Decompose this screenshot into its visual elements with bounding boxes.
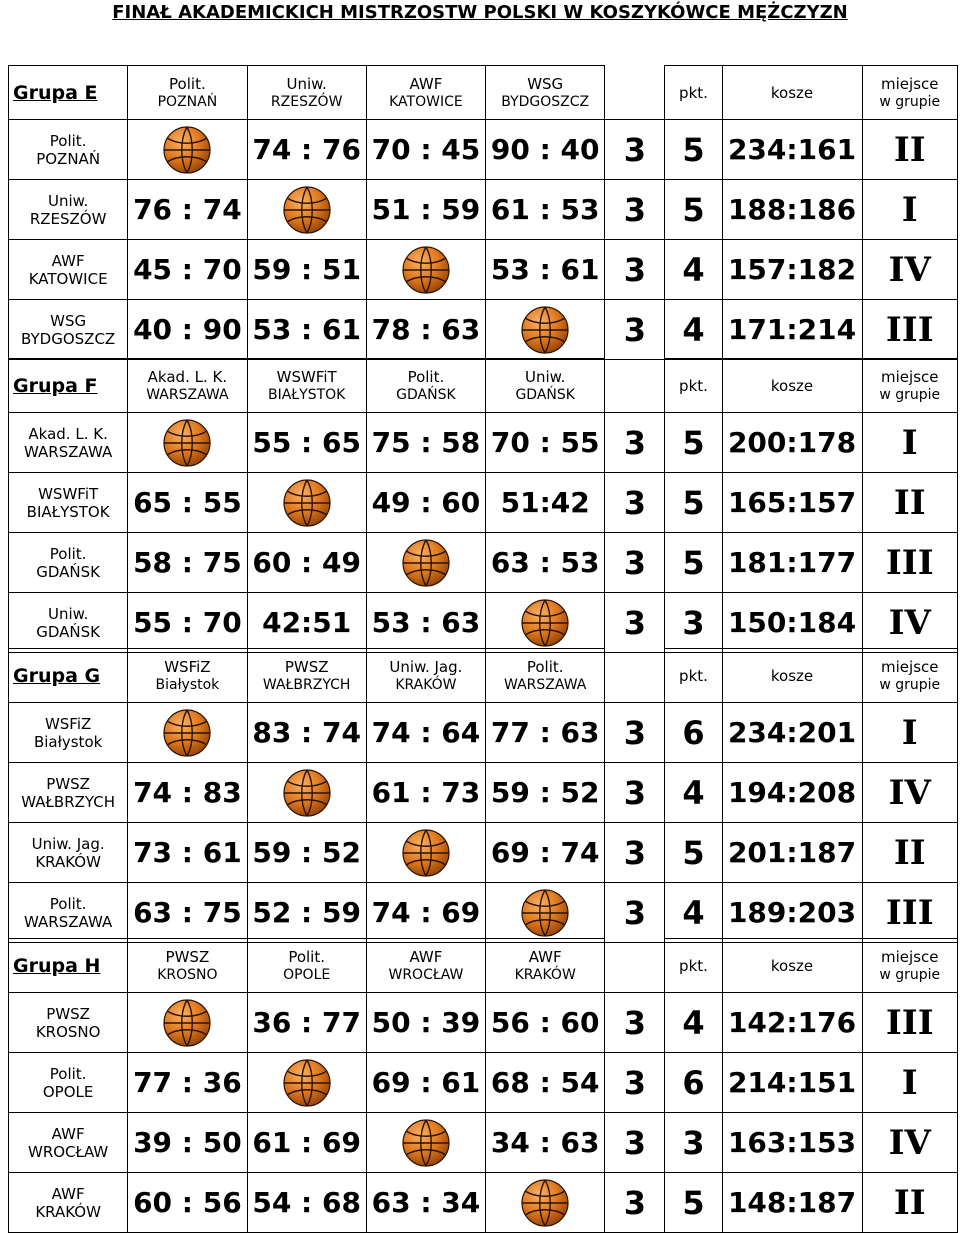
place-cell: I [862, 413, 957, 473]
place-cell: II [862, 473, 957, 533]
team-line1: Polit. [407, 367, 445, 386]
place-header-line2: w grupie [879, 676, 941, 693]
team-line1: AWF [51, 1184, 85, 1203]
basketball-icon [282, 1058, 332, 1108]
basketball-icon [282, 478, 332, 528]
table-row [9, 120, 958, 180]
score-cell: 53 : 63 [366, 593, 485, 653]
row-team-name [9, 703, 128, 763]
table-row [9, 703, 958, 763]
score-cell: 53 : 61 [486, 240, 605, 300]
score-cell: 73 : 61 [128, 823, 247, 883]
team-line1: Polit. [288, 947, 325, 966]
group-header-row [9, 939, 958, 993]
basketball-icon [401, 538, 451, 588]
points-cell: 5 [665, 533, 722, 593]
score-cell: 61 : 73 [366, 763, 485, 823]
self-match-cell [366, 1113, 485, 1173]
basketball-icon [401, 1118, 451, 1168]
score-cell: 83 : 74 [247, 703, 366, 763]
team-line2: KRAKÓW [35, 852, 101, 871]
team-line1: PWSZ [46, 774, 90, 793]
self-match-cell [247, 1053, 366, 1113]
table-row [9, 240, 958, 300]
basketball-icon [162, 418, 212, 468]
column-team-header [366, 66, 485, 120]
place-header [862, 359, 957, 413]
points-cell: 4 [665, 763, 722, 823]
team-line1: WSWFiT [276, 367, 337, 386]
group-name: Grupa G [9, 649, 128, 703]
points-cell: 4 [665, 300, 722, 360]
baskets-cell: 171:214 [722, 300, 862, 360]
team-line2: KATOWICE [28, 269, 108, 288]
team-line2: KROSNO [35, 1022, 101, 1041]
score-cell: 74 : 83 [128, 763, 247, 823]
basketball-icon [520, 1178, 570, 1228]
score-cell: 55 : 70 [128, 593, 247, 653]
team-line2: KROSNO [157, 966, 218, 983]
self-match-cell [486, 593, 605, 653]
team-line1: AWF [409, 74, 443, 93]
basketball-icon [520, 598, 570, 648]
team-line1: Uniw. Jag. [389, 657, 463, 676]
place-header-line1: miejsce [881, 74, 939, 93]
team-line2: WARSZAWA [24, 442, 113, 461]
basketball-icon [162, 125, 212, 175]
team-line2: KATOWICE [389, 93, 463, 110]
self-match-cell [486, 883, 605, 943]
team-line2: GDAŃSK [515, 386, 575, 403]
points-cell: 6 [665, 1053, 722, 1113]
pts-header: pkt. [665, 649, 722, 703]
row-team-name [9, 120, 128, 180]
row-team-name [9, 1173, 128, 1233]
place-cell: III [862, 883, 957, 943]
place-cell: I [862, 1053, 957, 1113]
team-line1: PWSZ [46, 1004, 90, 1023]
baskets-cell: 163:153 [722, 1113, 862, 1173]
team-line2: Białystok [33, 732, 103, 751]
team-line1: AWF [409, 947, 443, 966]
team-line2: WAŁBRZYCH [262, 676, 351, 693]
games-cell: 3 [605, 120, 665, 180]
points-cell: 5 [665, 120, 722, 180]
games-cell: 3 [605, 300, 665, 360]
score-cell: 90 : 40 [486, 120, 605, 180]
team-line2: BIAŁYSTOK [26, 502, 110, 521]
table-row [9, 1113, 958, 1173]
team-line1: AWF [51, 251, 85, 270]
score-cell: 40 : 90 [128, 300, 247, 360]
games-cell: 3 [605, 993, 665, 1053]
team-line2: GDAŃSK [36, 622, 100, 641]
self-match-cell [128, 703, 247, 763]
group-table [8, 938, 958, 1233]
games-cell: 3 [605, 763, 665, 823]
group-header-row [9, 359, 958, 413]
score-cell: 63 : 75 [128, 883, 247, 943]
place-header [862, 649, 957, 703]
games-cell: 3 [605, 1053, 665, 1113]
team-line1: AWF [528, 947, 562, 966]
score-cell: 65 : 55 [128, 473, 247, 533]
team-line2: OPOLE [283, 966, 331, 983]
score-cell: 63 : 34 [366, 1173, 485, 1233]
place-cell: IV [862, 240, 957, 300]
place-header-line1: miejsce [881, 367, 939, 386]
points-cell: 3 [665, 593, 722, 653]
points-cell: 4 [665, 240, 722, 300]
baskets-cell: 200:178 [722, 413, 862, 473]
self-match-cell [247, 180, 366, 240]
group-table [8, 358, 958, 653]
group-name: Grupa H [9, 939, 128, 993]
score-cell: 77 : 63 [486, 703, 605, 763]
team-line2: BIAŁYSTOK [267, 386, 346, 403]
self-match-cell [128, 120, 247, 180]
baskets-cell: 194:208 [722, 763, 862, 823]
place-cell: IV [862, 593, 957, 653]
score-cell: 69 : 74 [486, 823, 605, 883]
self-match-cell [366, 240, 485, 300]
games-cell: 3 [605, 240, 665, 300]
row-team-name [9, 180, 128, 240]
score-cell: 53 : 61 [247, 300, 366, 360]
team-line1: Uniw. [525, 367, 566, 386]
team-line2: WARSZAWA [24, 912, 113, 931]
column-team-header [247, 66, 366, 120]
table-row [9, 413, 958, 473]
place-cell: II [862, 1173, 957, 1233]
team-line2: GDAŃSK [396, 386, 456, 403]
score-cell: 50 : 39 [366, 993, 485, 1053]
page-title: FINAŁ AKADEMICKICH MISTRZOSTW POLSKI W KOSZYKÓWCE MĘŻCZYZN [112, 2, 848, 23]
games-cell: 3 [605, 473, 665, 533]
basketball-icon [282, 185, 332, 235]
table-row [9, 593, 958, 653]
self-match-cell [366, 823, 485, 883]
column-team-header [128, 66, 247, 120]
team-line1: Polit. [49, 1064, 87, 1083]
place-cell: III [862, 300, 957, 360]
table-row [9, 763, 958, 823]
place-cell: III [862, 993, 957, 1053]
team-line1: Akad. L. K. [147, 367, 228, 386]
score-cell: 59 : 52 [486, 763, 605, 823]
points-cell: 5 [665, 180, 722, 240]
baskets-cell: 234:161 [722, 120, 862, 180]
column-team-header [128, 649, 247, 703]
group-header-row [9, 649, 958, 703]
row-team-name [9, 300, 128, 360]
table-row [9, 1173, 958, 1233]
score-cell: 58 : 75 [128, 533, 247, 593]
team-line1: Uniw. [47, 604, 89, 623]
row-team-name [9, 593, 128, 653]
games-cell: 3 [605, 703, 665, 763]
pts-header: pkt. [665, 359, 722, 413]
table-row [9, 993, 958, 1053]
baskets-cell: 165:157 [722, 473, 862, 533]
table-row [9, 473, 958, 533]
place-header-line1: miejsce [881, 947, 939, 966]
score-cell: 77 : 36 [128, 1053, 247, 1113]
basketball-icon [162, 998, 212, 1048]
column-team-header [247, 359, 366, 413]
place-header-line1: miejsce [881, 657, 939, 676]
place-header [862, 66, 957, 120]
place-cell: II [862, 823, 957, 883]
team-line2: BYDGOSZCZ [21, 329, 116, 348]
team-line1: WSWFiT [38, 484, 99, 503]
score-cell: 39 : 50 [128, 1113, 247, 1173]
score-cell: 36 : 77 [247, 993, 366, 1053]
score-cell: 75 : 58 [366, 413, 485, 473]
score-cell: 52 : 59 [247, 883, 366, 943]
self-match-cell [247, 763, 366, 823]
team-line2: OPOLE [42, 1082, 94, 1101]
column-team-header [128, 359, 247, 413]
score-cell: 45 : 70 [128, 240, 247, 300]
score-cell: 74 : 69 [366, 883, 485, 943]
group-name: Grupa E [9, 66, 128, 120]
score-cell: 34 : 63 [486, 1113, 605, 1173]
basketball-icon [282, 768, 332, 818]
table-row [9, 180, 958, 240]
basketball-icon [162, 708, 212, 758]
points-cell: 6 [665, 703, 722, 763]
row-team-name [9, 1053, 128, 1113]
team-line2: KRAKÓW [514, 966, 576, 983]
team-line2: WAŁBRZYCH [21, 792, 116, 811]
group-header-row [9, 66, 958, 120]
team-line1: Polit. [49, 131, 87, 150]
team-line1: Akad. L. K. [28, 424, 108, 443]
score-cell: 68 : 54 [486, 1053, 605, 1113]
games-cell: 3 [605, 883, 665, 943]
score-cell: 70 : 45 [366, 120, 485, 180]
games-header-blank [605, 66, 665, 120]
group-name: Grupa F [9, 359, 128, 413]
score-cell: 51:42 [486, 473, 605, 533]
team-line2: RZESZÓW [270, 93, 343, 110]
games-cell: 3 [605, 413, 665, 473]
points-cell: 5 [665, 823, 722, 883]
team-line2: Białystok [155, 676, 220, 693]
column-team-header [128, 939, 247, 993]
games-cell: 3 [605, 823, 665, 883]
group-table [8, 65, 958, 360]
column-team-header [486, 66, 605, 120]
column-team-header [366, 649, 485, 703]
team-line1: Polit. [169, 74, 206, 93]
table-row [9, 533, 958, 593]
points-cell: 4 [665, 883, 722, 943]
score-cell: 49 : 60 [366, 473, 485, 533]
table-row [9, 300, 958, 360]
self-match-cell [366, 533, 485, 593]
baskets-cell: 148:187 [722, 1173, 862, 1233]
score-cell: 59 : 52 [247, 823, 366, 883]
column-team-header [486, 359, 605, 413]
place-header-line2: w grupie [879, 966, 941, 983]
points-cell: 5 [665, 1173, 722, 1233]
points-cell: 4 [665, 993, 722, 1053]
team-line2: POZNAŃ [36, 149, 101, 168]
team-line1: WSG [527, 74, 564, 93]
place-cell: III [862, 533, 957, 593]
column-team-header [486, 939, 605, 993]
column-team-header [366, 359, 485, 413]
column-team-header [486, 649, 605, 703]
team-line2: WROCŁAW [388, 966, 464, 983]
score-cell: 42:51 [247, 593, 366, 653]
team-line2: WARSZAWA [146, 386, 229, 403]
points-cell: 5 [665, 473, 722, 533]
team-line1: Polit. [526, 657, 564, 676]
team-line1: WSFiZ [164, 657, 211, 676]
place-cell: IV [862, 763, 957, 823]
row-team-name [9, 240, 128, 300]
score-cell: 74 : 64 [366, 703, 485, 763]
games-header-blank [605, 649, 665, 703]
baskets-cell: 181:177 [722, 533, 862, 593]
baskets-cell: 142:176 [722, 993, 862, 1053]
score-cell: 61 : 53 [486, 180, 605, 240]
baskets-cell: 150:184 [722, 593, 862, 653]
team-line1: Uniw. [286, 74, 327, 93]
team-line1: Uniw. [47, 191, 89, 210]
team-line2: POZNAŃ [157, 93, 218, 110]
pts-header: pkt. [665, 66, 722, 120]
place-cell: I [862, 180, 957, 240]
baskets-header: kosze [722, 939, 862, 993]
column-team-header [366, 939, 485, 993]
row-team-name [9, 883, 128, 943]
score-cell: 74 : 76 [247, 120, 366, 180]
games-cell: 3 [605, 533, 665, 593]
self-match-cell [247, 473, 366, 533]
baskets-cell: 188:186 [722, 180, 862, 240]
basketball-icon [520, 305, 570, 355]
team-line1: WSG [50, 311, 87, 330]
row-team-name [9, 413, 128, 473]
score-cell: 55 : 65 [247, 413, 366, 473]
score-cell: 76 : 74 [128, 180, 247, 240]
self-match-cell [486, 300, 605, 360]
baskets-cell: 214:151 [722, 1053, 862, 1113]
baskets-cell: 234:201 [722, 703, 862, 763]
baskets-cell: 201:187 [722, 823, 862, 883]
basketball-icon [401, 828, 451, 878]
basketball-icon [520, 888, 570, 938]
games-cell: 3 [605, 1113, 665, 1173]
baskets-header: kosze [722, 649, 862, 703]
team-line1: Uniw. Jag. [31, 834, 105, 853]
score-cell: 51 : 59 [366, 180, 485, 240]
team-line2: RZESZÓW [29, 209, 107, 228]
score-cell: 70 : 55 [486, 413, 605, 473]
score-cell: 69 : 61 [366, 1053, 485, 1113]
self-match-cell [486, 1173, 605, 1233]
pts-header: pkt. [665, 939, 722, 993]
row-team-name [9, 823, 128, 883]
team-line1: Polit. [49, 544, 87, 563]
baskets-cell: 189:203 [722, 883, 862, 943]
row-team-name [9, 533, 128, 593]
table-row [9, 1053, 958, 1113]
column-team-header [247, 939, 366, 993]
baskets-header: kosze [722, 359, 862, 413]
score-cell: 56 : 60 [486, 993, 605, 1053]
score-cell: 78 : 63 [366, 300, 485, 360]
score-cell: 54 : 68 [247, 1173, 366, 1233]
team-line2: WROCŁAW [28, 1142, 109, 1161]
points-cell: 5 [665, 413, 722, 473]
place-cell: I [862, 703, 957, 763]
team-line1: PWSZ [284, 657, 329, 676]
row-team-name [9, 993, 128, 1053]
row-team-name [9, 473, 128, 533]
points-cell: 3 [665, 1113, 722, 1173]
self-match-cell [128, 993, 247, 1053]
team-line1: AWF [51, 1124, 85, 1143]
place-header-line2: w grupie [879, 93, 941, 110]
row-team-name [9, 763, 128, 823]
score-cell: 63 : 53 [486, 533, 605, 593]
column-team-header [247, 649, 366, 703]
place-cell: IV [862, 1113, 957, 1173]
score-cell: 60 : 49 [247, 533, 366, 593]
baskets-header: kosze [722, 66, 862, 120]
team-line1: WSFiZ [44, 714, 92, 733]
games-cell: 3 [605, 1173, 665, 1233]
place-header-line2: w grupie [879, 386, 941, 403]
place-header [862, 939, 957, 993]
team-line2: BYDGOSZCZ [501, 93, 590, 110]
team-line2: GDAŃSK [36, 562, 100, 581]
games-header-blank [605, 359, 665, 413]
team-line1: PWSZ [165, 947, 210, 966]
team-line2: KRAKÓW [35, 1202, 101, 1221]
baskets-cell: 157:182 [722, 240, 862, 300]
games-cell: 3 [605, 593, 665, 653]
basketball-icon [401, 245, 451, 295]
row-team-name [9, 1113, 128, 1173]
games-cell: 3 [605, 180, 665, 240]
score-cell: 59 : 51 [247, 240, 366, 300]
score-cell: 60 : 56 [128, 1173, 247, 1233]
score-cell: 61 : 69 [247, 1113, 366, 1173]
place-cell: II [862, 120, 957, 180]
team-line2: WARSZAWA [504, 676, 587, 693]
table-row [9, 883, 958, 943]
games-header-blank [605, 939, 665, 993]
team-line2: KRAKÓW [395, 676, 457, 693]
team-line1: Polit. [49, 894, 87, 913]
self-match-cell [128, 413, 247, 473]
group-table [8, 648, 958, 943]
table-row [9, 823, 958, 883]
